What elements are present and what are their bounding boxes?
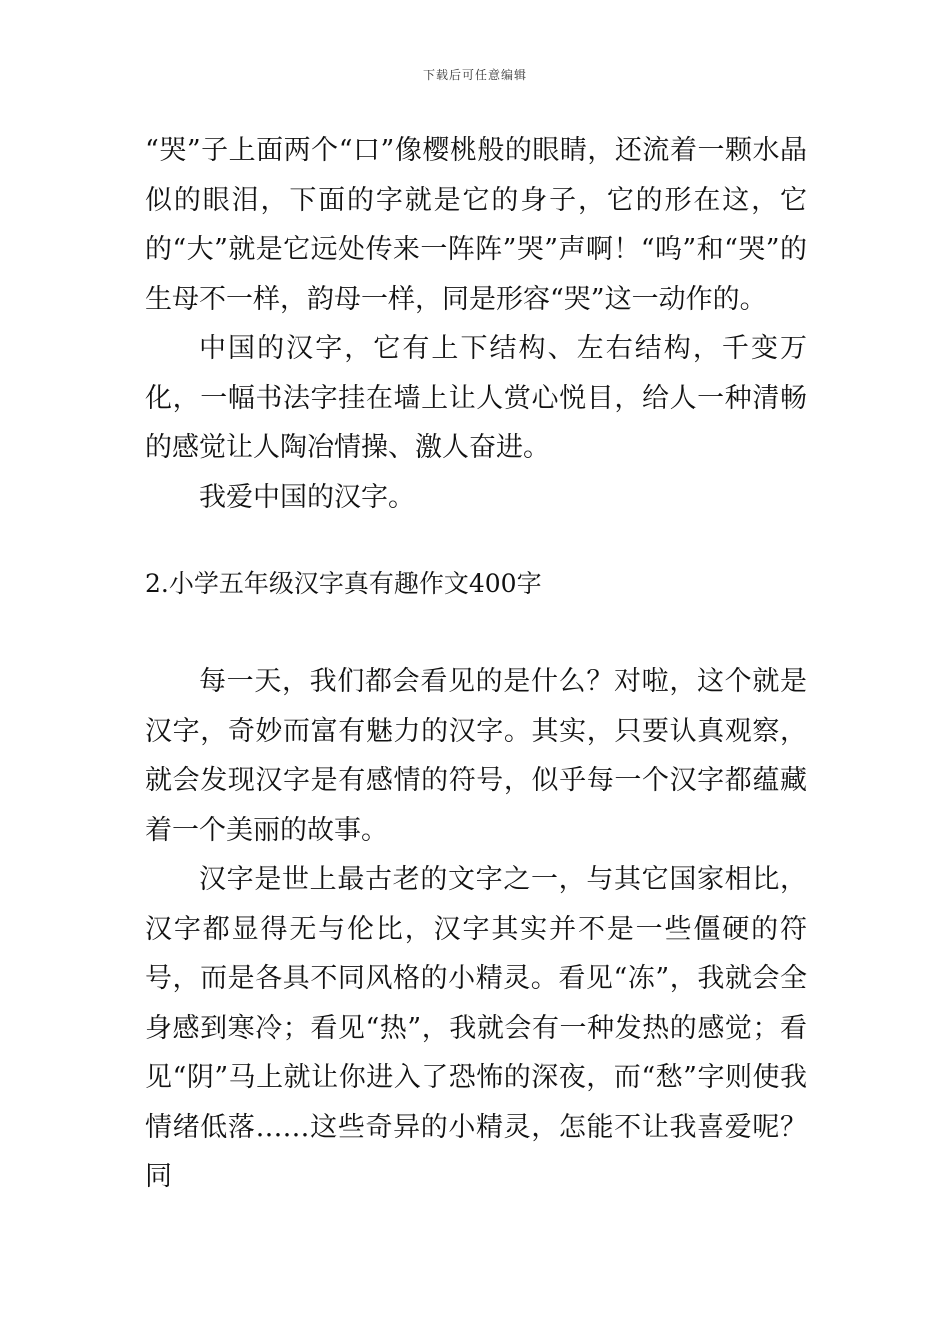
paragraph-oldest-script: 汉字是世上最古老的文字之一，与其它国家相比，汉字都显得无与伦比，汉字其实并不是一些僵硬的符号，而是各具不同风格的小精灵。看见“冻”，我就会全身感到寒冷；看见“热”，我就会有一种发热的感觉；看见“阴”马上就让你进入了恐怖的深夜，而“愁”字则使我情绪低落……这些奇异的小精灵，怎能不让我喜爱呢？同	[145, 864, 807, 1192]
heading-spacer	[145, 608, 807, 657]
paragraph-chinese-structure: 中国的汉字，它有上下结构、左右结构，千变万化，一幅书法字挂在墙上让人赏心悦目，给人一种清畅的感觉让人陶冶情操、激人奋进。	[145, 333, 807, 463]
document-body	[145, 126, 807, 1202]
paragraph-every-day: 每一天，我们都会看见的是什么？对啦，这个就是汉字，奇妙而富有魅力的汉字。其实，只要认真观察，就会发现汉字是有感情的符号，似乎每一个汉字都蕴藏着一个美丽的故事。	[145, 666, 807, 846]
paragraph-love-chinese: 我爱中国的汉字。	[199, 481, 415, 513]
page-header-note: 下载后可任意编辑	[422, 68, 527, 82]
paragraph-crying-character: “哭”子上面两个“口”像樱桃般的眼睛，还流着一颗水晶似的眼泪，下面的字就是它的身子，它的形在这，它的“大”就是它远处传来一阵阵”哭”声啊！“呜”和“哭”的生母不一样，韵母一样，同是形容“哭”这一动作的。	[145, 135, 807, 315]
section-heading: 2.小学五年级汉字真有趣作文400字	[145, 569, 542, 598]
